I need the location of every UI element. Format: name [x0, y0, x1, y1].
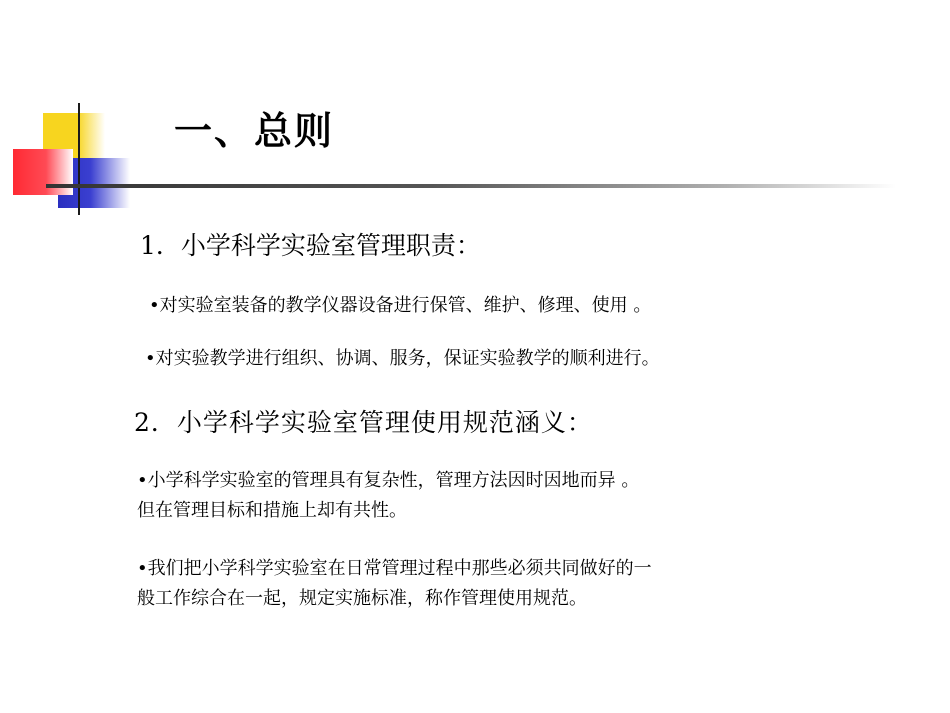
- section-2-bullet-1-line-2: 但在管理目标和措施上却有共性。: [137, 500, 407, 521]
- slide-title: 一、总则: [174, 109, 335, 153]
- section-2-bullet-2: [137, 554, 652, 614]
- section-2-heading: 2．小学科学实验室管理使用规范涵义：: [134, 408, 593, 437]
- section-1-heading: 1．小学科学实验室管理职责：: [140, 231, 481, 260]
- section-2-bullet-1: [137, 466, 639, 526]
- decorative-red-square: [13, 149, 73, 195]
- decorative-vertical-line: [78, 103, 80, 215]
- section-2-bullet-2-line-1: •我们把小学科学实验室在日常管理过程中那些必须共同做好的一: [137, 558, 652, 579]
- title-underline: [46, 184, 896, 188]
- section-1-bullet-2: •对实验教学进行组织、协调、服务，保证实验教学的顺利进行。: [145, 348, 660, 369]
- section-2-bullet-1-line-1: •小学科学实验室的管理具有复杂性，管理方法因时因地而异 。: [137, 470, 640, 491]
- section-2-bullet-2-line-2: 般工作综合在一起，规定实施标准，称作管理使用规范。: [137, 588, 587, 609]
- section-1-bullet-1: •对实验室装备的教学仪器设备进行保管、维护、修理、使用 。: [149, 295, 652, 316]
